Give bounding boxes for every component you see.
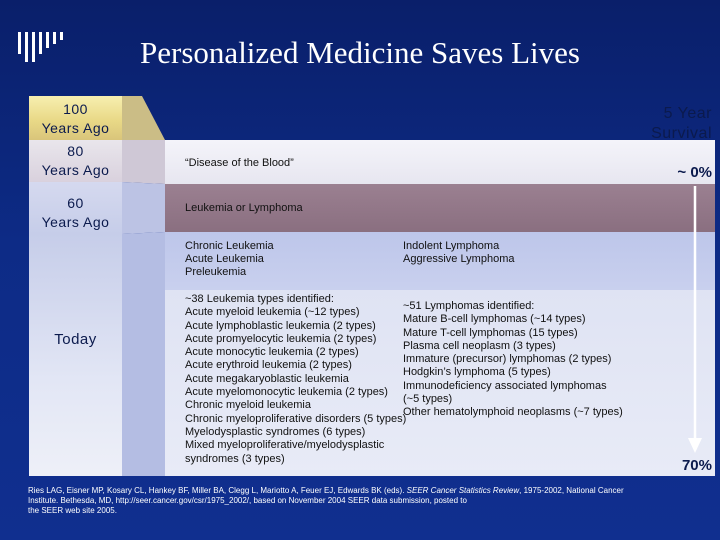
list-item: Acute myelomonocytic leukemia (2 types) xyxy=(185,386,388,399)
list-item: ~38 Leukemia types identified: xyxy=(185,293,334,305)
chronic-acute-list: Chronic Leukemia Acute Leukemia Preleukemia xyxy=(185,240,274,278)
list-item: Immature (precursor) lymphomas (2 types) xyxy=(403,353,612,366)
citation: Ries LAG, Eisner MP, Kosary CL, Hankey BF, Miller BA, Clegg L, Mariotto A, Feuer EJ, Edwards BK (eds). SEER Cancer Statistics Review, 1975-2002, National Cancer Institute. Bethesda, MD, http://seer.cancer.gov/csr/1975_2002/, based on November 2004 SEER data submission, posted to the SEER web site 2005. xyxy=(28,486,624,515)
list-item: Immunodeficiency associated lymphomas xyxy=(403,379,607,392)
indolent-aggressive-list: Indolent Lymphoma Aggressive Lymphoma xyxy=(403,240,515,265)
slide-title: Personalized Medicine Saves Lives xyxy=(140,35,580,70)
list-item: Chronic myeloid leukemia xyxy=(185,399,311,412)
list-item: Acute monocytic leukemia (2 types) xyxy=(185,346,359,359)
down-arrow-icon xyxy=(687,186,703,454)
era-connector-wedges xyxy=(122,96,166,476)
list-item: Acute megakaryoblastic leukemia xyxy=(185,372,349,385)
list-item: Mature T-cell lymphomas (15 types) xyxy=(403,326,578,339)
era-100-years-ago: 100 Years Ago xyxy=(29,96,122,140)
disease-of-blood-label: “Disease of the Blood” xyxy=(185,157,294,169)
list-item: Mixed myeloproliferative/myelodysplastic xyxy=(185,439,385,452)
list-item: Plasma cell neoplasm (3 types) xyxy=(403,339,556,352)
list-item: (~5 types) xyxy=(403,393,453,406)
leukemia-types-list xyxy=(185,293,406,466)
leukemia-or-lymphoma-label: Leukemia or Lymphoma xyxy=(185,202,303,214)
era-80-years-ago: 80 Years Ago xyxy=(29,140,122,182)
list-item: Acute lymphoblastic leukemia (2 types) xyxy=(185,319,376,332)
list-item: Acute myeloid leukemia (~12 types) xyxy=(185,306,360,319)
list-item: syndromes (3 types) xyxy=(185,452,285,465)
list-item: Acute erythroid leukemia (2 types) xyxy=(185,359,352,372)
list-item: Mature B-cell lymphomas (~14 types) xyxy=(403,313,586,326)
era-60-years-ago: 60 Years Ago xyxy=(29,182,122,234)
list-item: Hodgkin’s lymphoma (5 types) xyxy=(403,366,551,379)
list-item: ~51 Lymphomas identified: xyxy=(403,300,535,312)
survival-header: 5 Year Survival xyxy=(651,105,712,142)
list-item: Other hematolymphoid neoplasms (~7 types) xyxy=(403,406,623,419)
list-item: Acute promyelocytic leukemia (2 types) xyxy=(185,332,377,345)
survival-bottom-value: 70% xyxy=(681,457,712,474)
list-item: Chronic myeloproliferative disorders (5 types) xyxy=(185,412,407,425)
list-item: Myelodysplastic syndromes (6 types) xyxy=(185,425,366,438)
survival-top-value: ~ 0% xyxy=(677,164,712,181)
era-today: Today xyxy=(29,234,122,476)
lymphoma-types-list xyxy=(403,300,623,420)
